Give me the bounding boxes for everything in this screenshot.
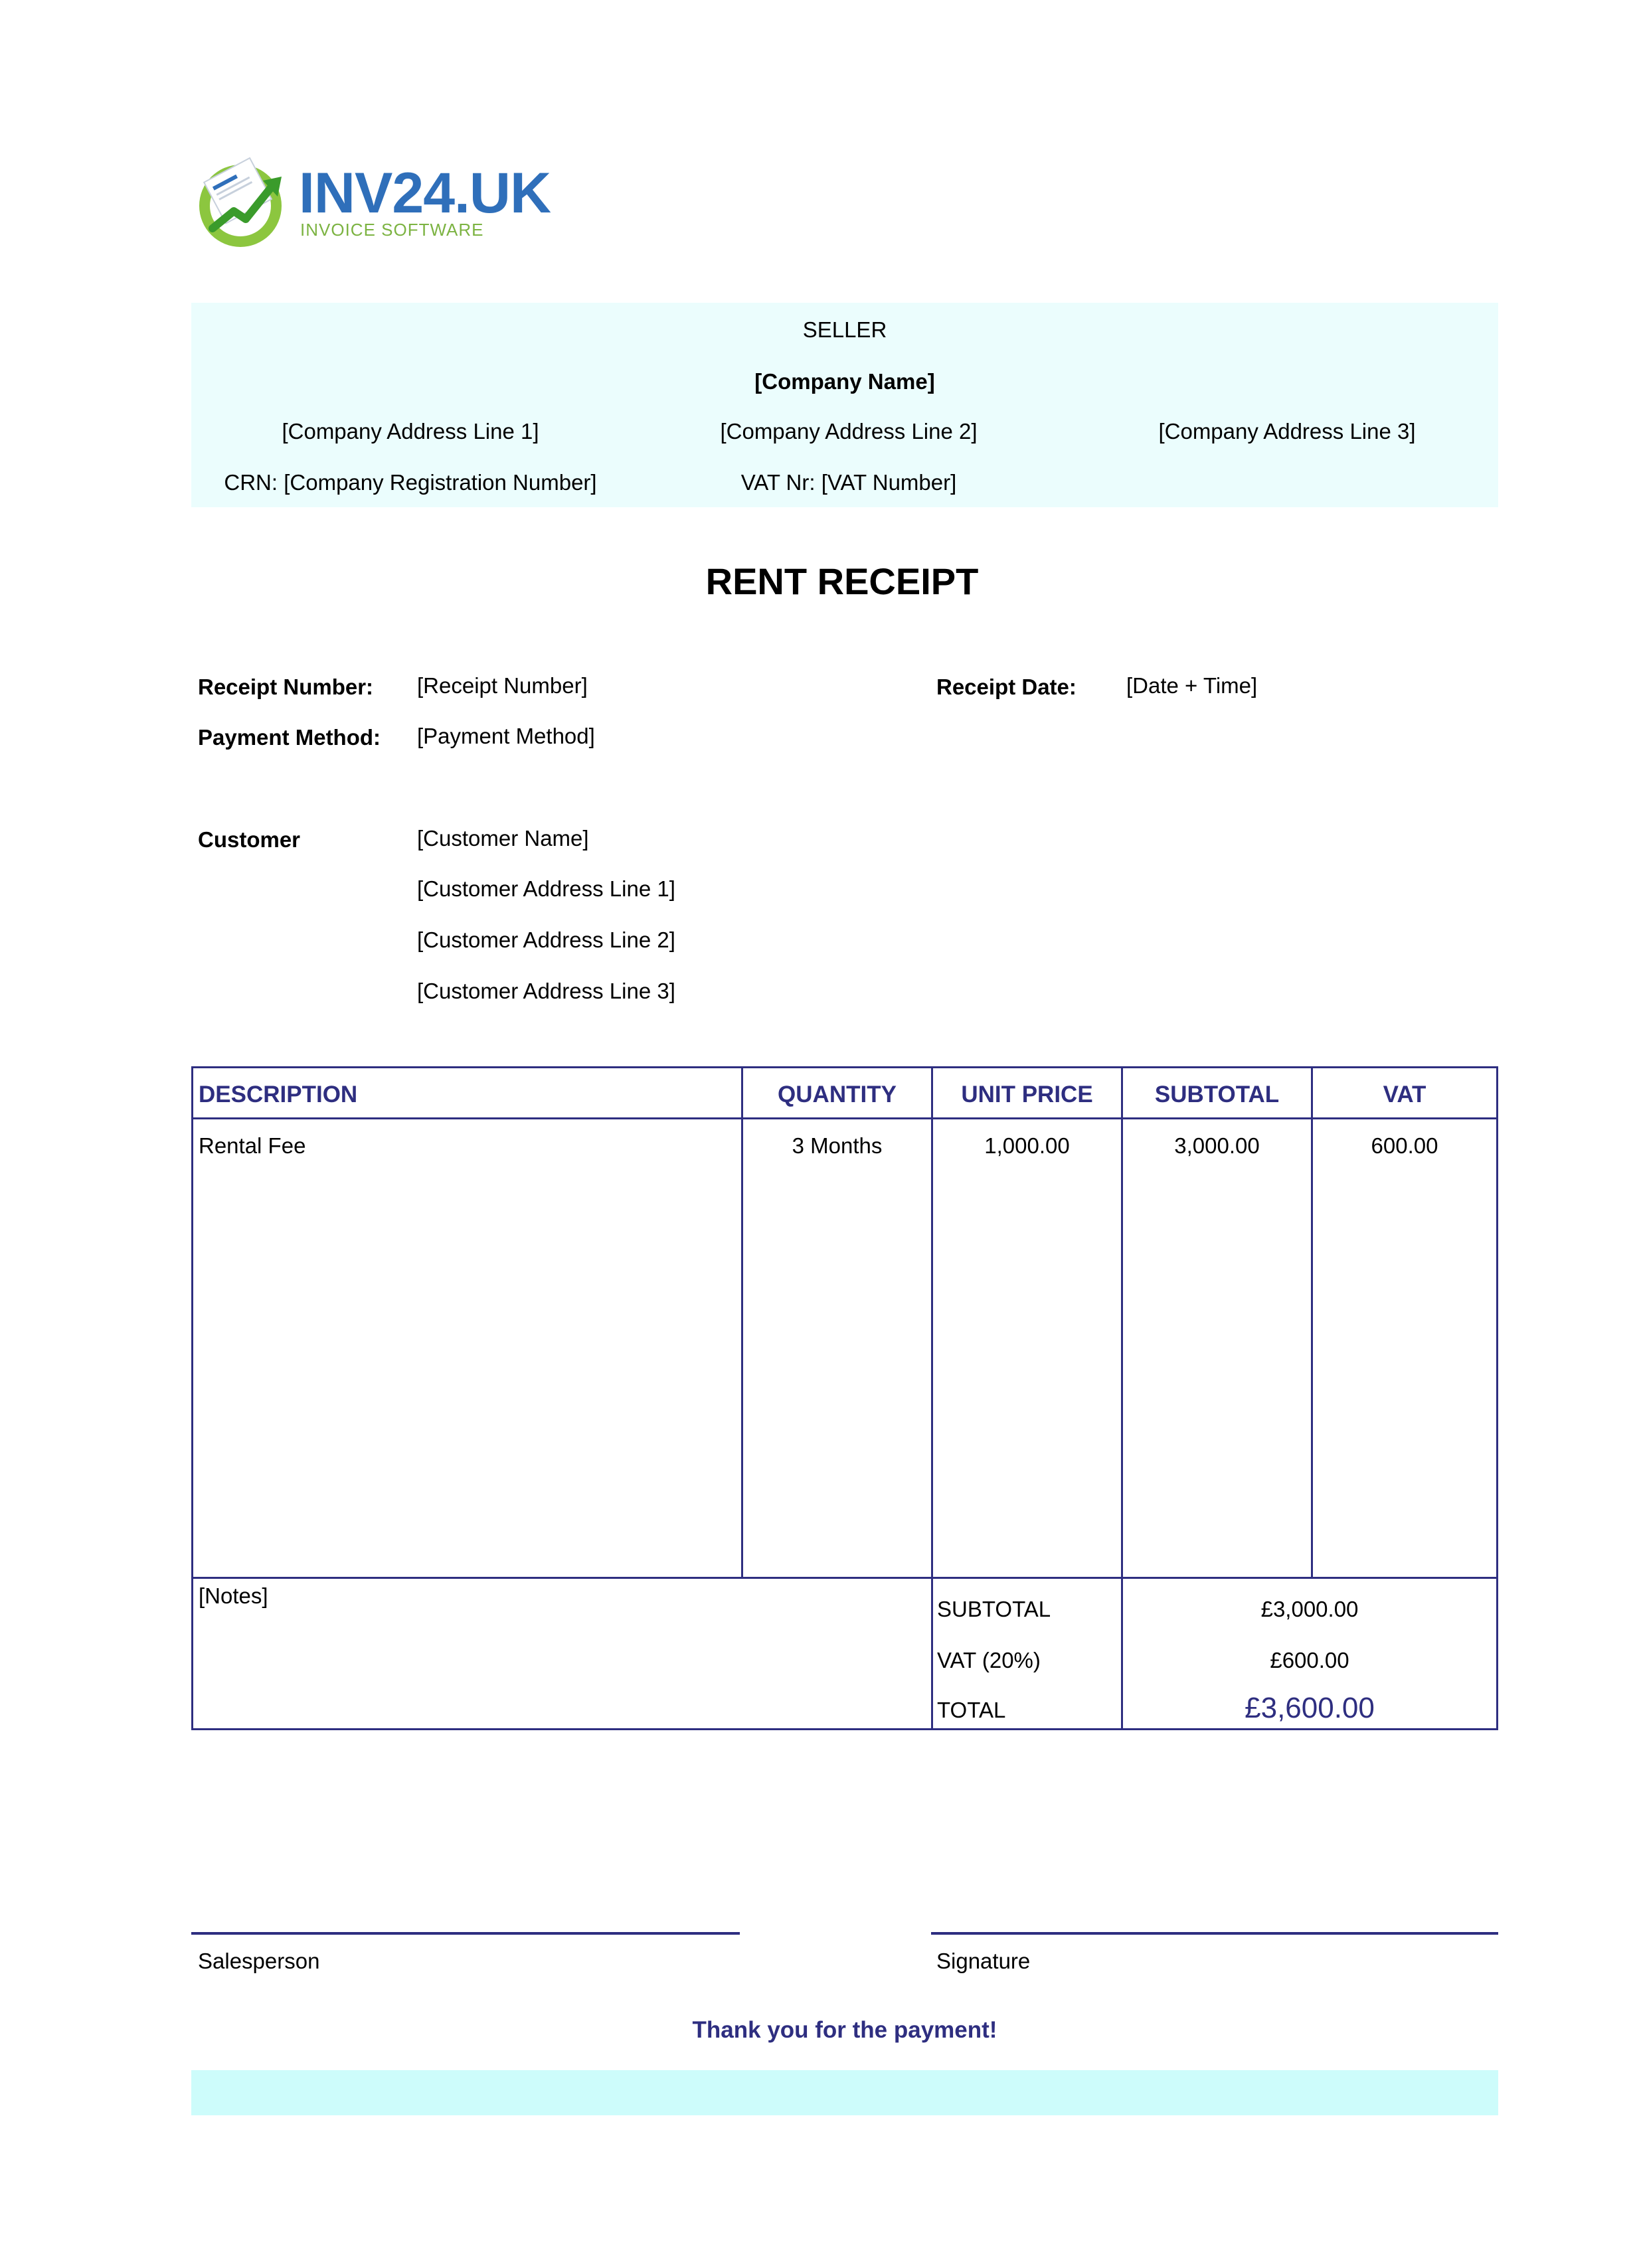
logo-subtitle-text: INVOICE SOFTWARE <box>300 220 484 240</box>
seller-block <box>191 303 1498 507</box>
header-divider <box>193 1117 1496 1119</box>
receipt-date-value: [Date + Time] <box>1126 673 1258 698</box>
seller-heading: SELLER <box>802 317 887 342</box>
customer-label: Customer <box>198 827 301 852</box>
totals-total-label: TOTAL <box>937 1698 1006 1722</box>
payment-method-value: [Payment Method] <box>417 724 595 748</box>
row-quantity: 3 Months <box>792 1133 883 1158</box>
totals-vat-label: VAT (20%) <box>937 1648 1041 1672</box>
signature-line <box>931 1932 1498 1935</box>
totals-divider <box>193 1577 1496 1579</box>
customer-address-line-1: [Customer Address Line 1] <box>417 876 675 901</box>
header-description: DESCRIPTION <box>199 1082 358 1107</box>
items-table <box>191 1066 1498 1730</box>
thank-you-message: Thank you for the payment! <box>692 2017 997 2043</box>
row-vat: 600.00 <box>1371 1133 1438 1158</box>
notes-text: [Notes] <box>199 1583 268 1608</box>
receipt-number-value: [Receipt Number] <box>417 673 588 698</box>
totals-subtotal-label: SUBTOTAL <box>937 1597 1051 1621</box>
salesperson-label: Salesperson <box>198 1949 320 1973</box>
invoice-arrow-logo-icon <box>194 154 294 254</box>
logo-brand-text: INV24.UK <box>299 161 551 225</box>
customer-address-line-3: [Customer Address Line 3] <box>417 979 675 1003</box>
receipt-number-label: Receipt Number: <box>198 675 374 699</box>
seller-address-line-3: [Company Address Line 3] <box>1158 419 1416 444</box>
signature-label: Signature <box>936 1949 1031 1973</box>
customer-address-line-2: [Customer Address Line 2] <box>417 928 675 952</box>
seller-address-line-2: [Company Address Line 2] <box>720 419 978 444</box>
seller-crn: CRN: [Company Registration Number] <box>224 470 597 495</box>
page-title: RENT RECEIPT <box>705 560 979 602</box>
header-unit-price: UNIT PRICE <box>961 1082 1093 1107</box>
row-subtotal: 3,000.00 <box>1174 1133 1260 1158</box>
column-divider <box>931 1068 933 1728</box>
totals-vat-value: £600.00 <box>1270 1648 1349 1672</box>
receipt-date-label: Receipt Date: <box>936 675 1077 699</box>
seller-address-line-1: [Company Address Line 1] <box>282 419 539 444</box>
column-divider <box>1121 1068 1123 1728</box>
footer-band <box>191 2070 1498 2115</box>
salesperson-signature-line <box>191 1932 740 1935</box>
seller-company-name: [Company Name] <box>754 369 935 394</box>
payment-method-label: Payment Method: <box>198 725 381 750</box>
row-description: Rental Fee <box>199 1133 306 1158</box>
totals-total-value: £3,600.00 <box>1245 1692 1375 1724</box>
totals-subtotal-value: £3,000.00 <box>1260 1597 1359 1621</box>
customer-name: [Customer Name] <box>417 826 589 850</box>
row-unit-price: 1,000.00 <box>984 1133 1070 1158</box>
seller-vat-number: VAT Nr: [VAT Number] <box>740 470 957 495</box>
header-vat: VAT <box>1383 1082 1426 1107</box>
header-subtotal: SUBTOTAL <box>1154 1082 1280 1107</box>
header-quantity: QUANTITY <box>778 1082 897 1107</box>
